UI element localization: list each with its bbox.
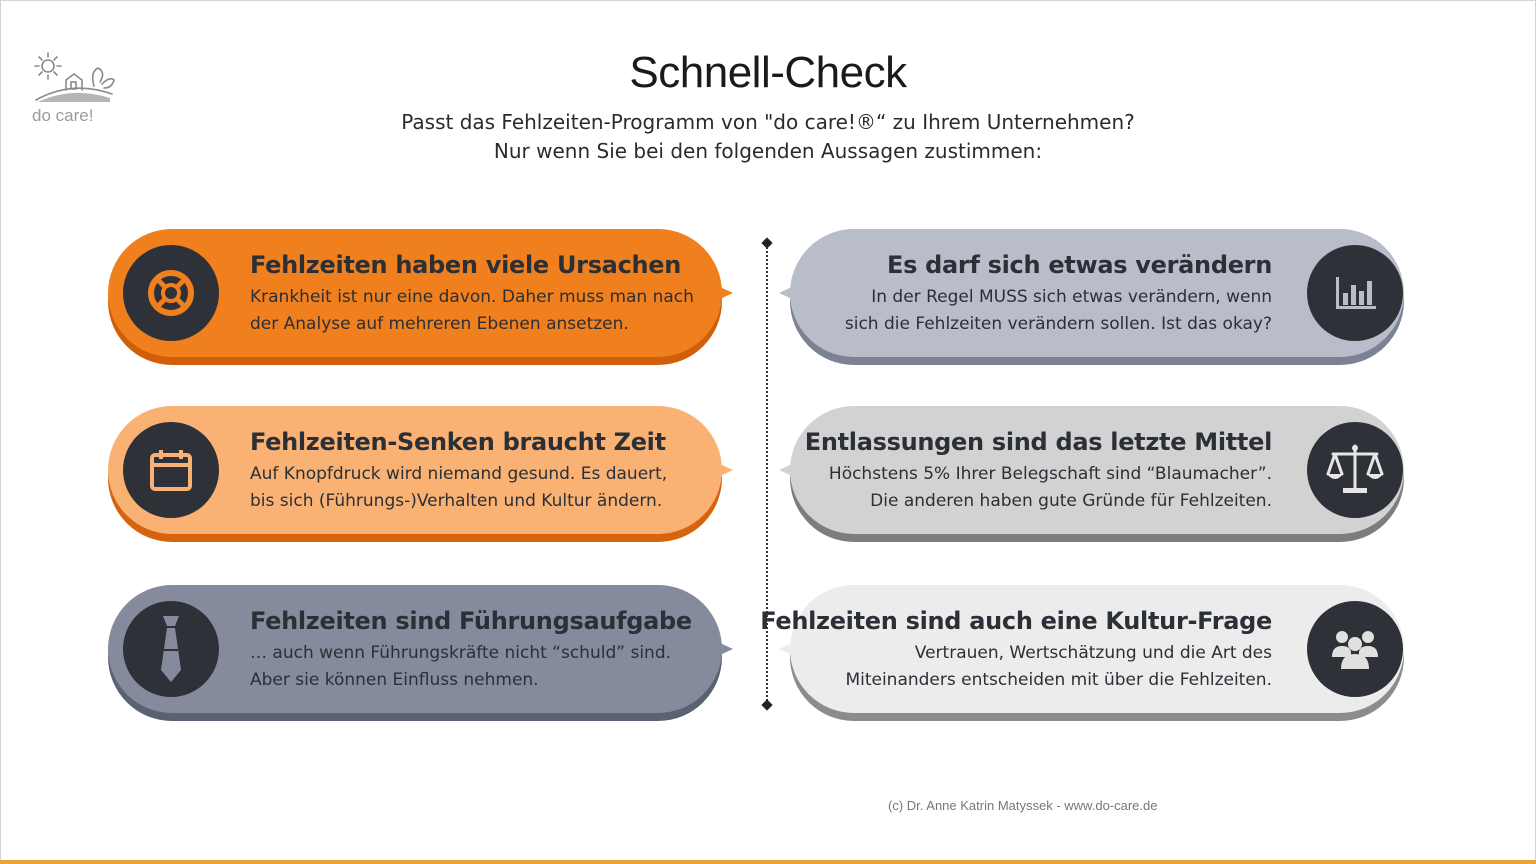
card-title: Fehlzeiten haben viele Ursachen bbox=[250, 251, 682, 279]
card-title: Entlassungen sind das letzte Mittel bbox=[804, 428, 1272, 456]
subtitle-line-2: Nur wenn Sie bei den folgenden Aussagen zustimmen: bbox=[493, 139, 1043, 163]
card-description-line-1: Auf Knopfdruck wird niemand gesund. Es dauert, bbox=[250, 464, 668, 484]
card-description bbox=[805, 461, 1272, 515]
card-text bbox=[250, 428, 667, 515]
logo-text: do care! bbox=[32, 106, 94, 125]
card-change-allowed bbox=[779, 229, 1404, 365]
card-title: Fehlzeiten sind Führungsaufgabe bbox=[250, 607, 692, 635]
icon-circle bbox=[123, 245, 219, 341]
card-title: Fehlzeiten-Senken braucht Zeit bbox=[250, 428, 666, 456]
icon-circle bbox=[123, 601, 219, 697]
card-description-line-2: bis sich (Führungs-)Verhalten und Kultur ändern. bbox=[250, 491, 663, 511]
card-description-line-1: … auch wenn Führungskräfte nicht “schuld” sind. bbox=[250, 643, 672, 663]
icon-circle bbox=[1307, 422, 1403, 518]
card-title: Es darf sich etwas verändern bbox=[887, 251, 1272, 279]
card-description-line-1: Krankheit ist nur eine davon. Daher muss man nach bbox=[250, 287, 694, 307]
card-description-line-2: sich die Fehlzeiten verändern sollen. Ist das okay? bbox=[844, 314, 1272, 334]
card-text bbox=[250, 251, 694, 338]
speech-tail bbox=[707, 458, 733, 482]
card-description-line-1: Vertrauen, Wertschätzung und die Art des bbox=[914, 643, 1272, 663]
card-text bbox=[250, 607, 692, 694]
card-description-line-2: Miteinanders entscheiden mit über die Fehlzeiten. bbox=[845, 670, 1272, 690]
calendar-icon bbox=[148, 447, 194, 493]
card-leadership-task bbox=[108, 585, 733, 721]
lifebuoy-icon bbox=[145, 267, 197, 319]
copyright-footer: (c) Dr. Anne Katrin Matyssek - www.do-care.de bbox=[888, 798, 1158, 813]
card-text bbox=[760, 607, 1272, 694]
subtitle-line-1: Passt das Fehlzeiten-Programm von "do care!®“ zu Ihrem Unternehmen? bbox=[401, 110, 1135, 134]
people-group-icon bbox=[1330, 627, 1380, 671]
card-description bbox=[250, 461, 667, 515]
card-description-line-2: Die anderen haben gute Gründe für Fehlzeiten. bbox=[870, 491, 1272, 511]
card-multiple-causes bbox=[108, 229, 733, 365]
card-culture-question bbox=[760, 585, 1404, 721]
icon-circle bbox=[1307, 601, 1403, 697]
card-description-line-2: Aber sie können Einfluss nehmen. bbox=[250, 670, 539, 690]
card-description-line-2: der Analyse auf mehreren Ebenen ansetzen. bbox=[250, 314, 629, 334]
scales-icon bbox=[1325, 442, 1385, 498]
icon-circle bbox=[123, 422, 219, 518]
speech-tail bbox=[707, 281, 733, 305]
card-description bbox=[845, 284, 1272, 338]
card-description-line-1: Höchstens 5% Ihrer Belegschaft sind “Blaumacher”. bbox=[828, 464, 1272, 484]
speech-tail bbox=[779, 281, 805, 305]
card-text bbox=[805, 428, 1272, 515]
tie-icon bbox=[151, 614, 191, 684]
card-description bbox=[760, 640, 1272, 694]
card-description bbox=[250, 284, 694, 338]
card-takes-time bbox=[108, 406, 733, 542]
card-title: Fehlzeiten sind auch eine Kultur-Frage bbox=[760, 607, 1272, 635]
bar-chart-icon bbox=[1332, 273, 1378, 313]
card-dismissals-last-resort bbox=[779, 406, 1404, 542]
card-text bbox=[845, 251, 1272, 338]
bottom-rule bbox=[0, 860, 1536, 864]
page-title: Schnell-Check bbox=[629, 48, 907, 97]
icon-circle bbox=[1307, 245, 1403, 341]
page-subtitle bbox=[0, 108, 1536, 166]
card-description bbox=[250, 640, 692, 694]
card-description-line-1: In der Regel MUSS sich etwas verändern, wenn bbox=[871, 287, 1272, 307]
speech-tail bbox=[779, 458, 805, 482]
speech-tail bbox=[707, 637, 733, 661]
